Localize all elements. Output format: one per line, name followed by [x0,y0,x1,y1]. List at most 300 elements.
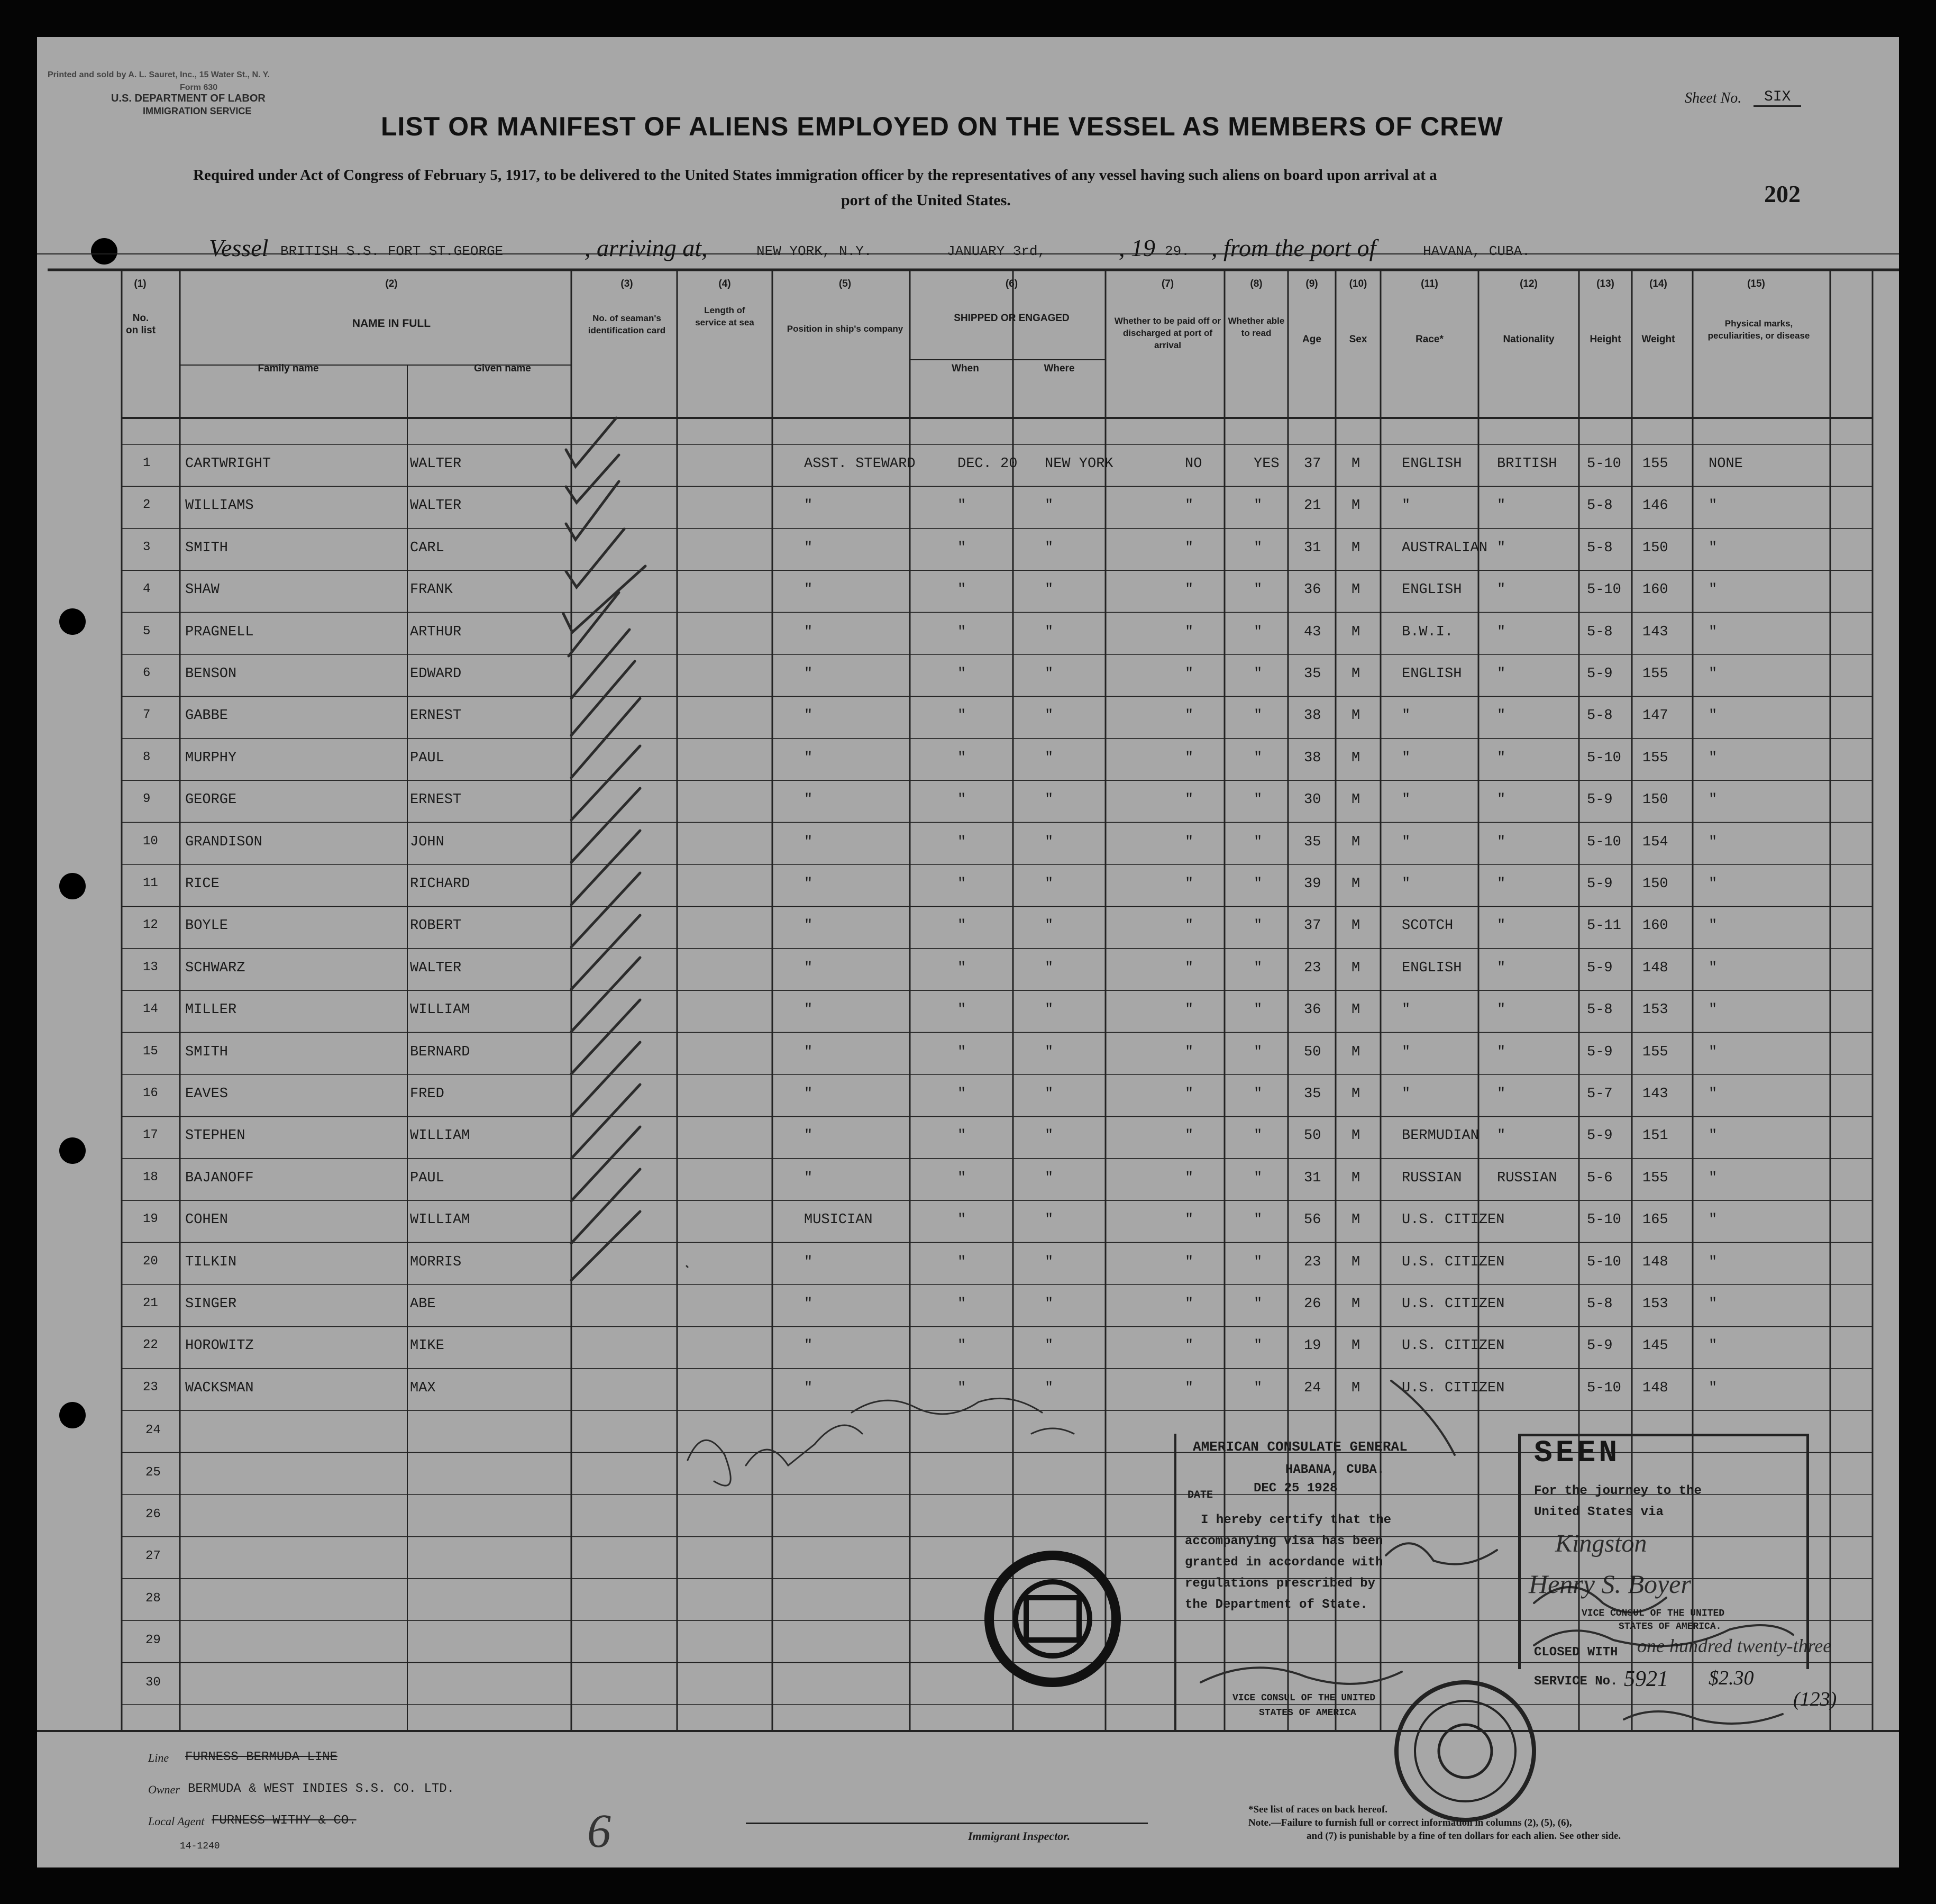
position: MUSICIAN [804,1212,873,1228]
height: 5-9 [1587,792,1613,808]
row-number: 16 [143,1086,158,1100]
shipped-when: " [957,582,966,598]
arriving-label: , arriving at, [585,234,708,261]
height: 5-9 [1587,1338,1613,1354]
given-name: WALTER [410,960,462,976]
closed-with-label: CLOSED WITH [1534,1645,1618,1660]
col6b-header: Where [1044,363,1075,374]
height: 5-9 [1587,960,1613,976]
note-2: Note.—Failure to furnish full or correct information in columns (2), (5), (6), [1248,1817,1572,1828]
able-to-read: " [1254,1338,1263,1354]
position: " [804,540,813,556]
paid-off: " [1185,1338,1194,1354]
able-to-read: " [1254,1002,1263,1018]
shipped-where: " [1045,834,1054,850]
subtitle-line2: port of the United States. [841,192,1011,209]
row-number: 9 [143,792,151,807]
height: 5-10 [1587,456,1621,472]
able-to-read: " [1254,1170,1263,1186]
paid-off: " [1185,1296,1194,1312]
family-name: SMITH [185,540,229,556]
sex: M [1351,498,1360,514]
physical-marks: " [1709,1086,1718,1102]
race: " [1402,750,1411,766]
height: 5-8 [1587,498,1613,514]
consulate-cert-5: the Department of State. [1185,1598,1368,1612]
height: 5-6 [1587,1170,1613,1186]
race: " [1402,498,1411,514]
physical-marks: " [1709,1380,1718,1396]
given-name: FRED [410,1086,444,1102]
given-name: MORRIS [410,1254,462,1270]
shipped-when: DEC. 20 [957,456,1018,472]
physical-marks: " [1709,1338,1718,1354]
race: ENGLISH [1402,960,1462,976]
shipped-where: " [1045,708,1054,724]
row-number: 26 [145,1507,161,1522]
weight: 153 [1642,1002,1668,1018]
physical-marks: " [1709,624,1718,640]
sex: M [1351,834,1360,850]
race: " [1402,792,1411,808]
department: U.S. DEPARTMENT OF LABOR [111,93,266,104]
physical-marks: " [1709,708,1718,724]
shipped-when: " [957,1254,966,1270]
paid-off: " [1185,1254,1194,1270]
consulate-title-1: VICE CONSUL OF THE UNITED [1232,1693,1376,1703]
shipped-where: " [1045,540,1054,556]
family-name: GRANDISON [185,834,262,850]
given-name: ERNEST [410,708,462,724]
physical-marks: " [1709,1254,1718,1270]
race: " [1402,708,1411,724]
weight: 150 [1642,792,1668,808]
position: " [804,960,813,976]
given-name: WALTER [410,456,462,472]
height: 5-8 [1587,540,1613,556]
col5-number: (5) [838,278,852,289]
nationality: BRITISH [1497,456,1557,472]
nationality: " [1497,666,1506,682]
sex: M [1351,960,1360,976]
race: U.S. CITIZEN [1402,1380,1505,1396]
owner-value: BERMUDA & WEST INDIES S.S. CO. LTD. [188,1782,455,1796]
shipped-when: " [957,1086,966,1102]
row-number: 30 [145,1675,161,1690]
consulate-stamp-border [1174,1434,1510,1732]
shipped-when: " [957,1044,966,1060]
race: AUSTRALIAN [1402,540,1488,556]
weight: 165 [1642,1212,1668,1228]
consular-seal [989,1555,1116,1682]
physical-marks: NONE [1709,456,1743,472]
nationality: " [1497,918,1506,934]
col6-header: SHIPPED OR ENGAGED [954,313,1070,324]
shipped-where: " [1045,498,1054,514]
consulate-date-label: DATE [1188,1489,1213,1501]
age: 31 [1304,540,1321,556]
shipped-where: " [1045,1044,1054,1060]
nationality: RUSSIAN [1497,1170,1557,1186]
position: " [804,624,813,640]
height: 5-8 [1587,624,1613,640]
sheet-label: Sheet No. [1685,90,1742,106]
weight: 160 [1642,582,1668,598]
age: 35 [1304,666,1321,682]
height: 5-9 [1587,666,1613,682]
shipped-where: " [1045,750,1054,766]
paid-off: " [1185,918,1194,934]
position: " [804,1086,813,1102]
weight: 148 [1642,1254,1668,1270]
height: 5-9 [1587,876,1613,892]
given-name: EDWARD [410,666,462,682]
race: ENGLISH [1402,582,1462,598]
shipped-when: " [957,624,966,640]
shipped-when: " [957,1380,966,1396]
row-number: 2 [143,498,151,513]
shipped-where: " [1045,792,1054,808]
row-number: 5 [143,624,151,639]
height: 5-8 [1587,708,1613,724]
family-name: COHEN [185,1212,229,1228]
weight: 160 [1642,918,1668,934]
weight: 153 [1642,1296,1668,1312]
race: " [1402,1002,1411,1018]
age: 26 [1304,1296,1321,1312]
position: " [804,1380,813,1396]
shipped-where: " [1045,624,1054,640]
row-number: 10 [143,834,158,849]
physical-marks: " [1709,1044,1718,1060]
row-number: 4 [143,582,151,597]
paid-off: " [1185,582,1194,598]
height: 5-10 [1587,750,1621,766]
given-name: FRANK [410,582,453,598]
nationality: " [1497,540,1506,556]
owner-label: Owner [148,1783,180,1796]
race: ENGLISH [1402,456,1462,472]
family-name: PRAGNELL [185,624,254,640]
form-number: Form 630 [180,83,218,92]
row-number: 13 [143,960,158,974]
position: " [804,1170,813,1186]
physical-marks: " [1709,666,1718,682]
shipped-when: " [957,1002,966,1018]
given-name: WILLIAM [410,1212,470,1228]
consulate-cert-1: I hereby certify that the [1201,1513,1392,1527]
able-to-read: YES [1254,456,1280,472]
given-name: WILLIAM [410,1002,470,1018]
shipped-when: " [957,918,966,934]
nationality: " [1497,498,1506,514]
sex: M [1351,666,1360,682]
able-to-read: " [1254,1254,1263,1270]
able-to-read: " [1254,1212,1263,1228]
position: " [804,666,813,682]
able-to-read: " [1254,666,1263,682]
paid-off: " [1185,1380,1194,1396]
family-name: BAJANOFF [185,1170,254,1186]
age: 23 [1304,960,1321,976]
nationality: " [1497,750,1506,766]
service-no-label: SERVICE No. [1534,1674,1618,1689]
height: 5-10 [1587,834,1621,850]
col1-number: (1) [134,278,147,289]
row-number: 14 [143,1002,158,1017]
able-to-read: " [1254,624,1263,640]
vessel-label: Vessel [209,234,269,261]
height: 5-8 [1587,1002,1613,1018]
row-number: 25 [145,1465,161,1480]
row-number: 18 [143,1170,158,1185]
race: U.S. CITIZEN [1402,1338,1505,1354]
weight: 155 [1642,1170,1668,1186]
col5-header: Position in ship's company [787,324,903,334]
age: 39 [1304,876,1321,892]
col9-number: (9) [1305,278,1318,289]
physical-marks: " [1709,792,1718,808]
col12-number: (12) [1520,278,1538,289]
paid-off: " [1185,1002,1194,1018]
year-value: 29. [1165,243,1190,259]
nationality: " [1497,1044,1506,1060]
sex: M [1351,582,1360,598]
position: " [804,1296,813,1312]
shipped-where: " [1045,1296,1054,1312]
row-number: 20 [143,1254,158,1269]
height: 5-9 [1587,1044,1613,1060]
family-name: SCHWARZ [185,960,245,976]
consulate-line1: AMERICAN CONSULATE GENERAL [1193,1439,1408,1455]
col2a-header: Family name [258,363,319,374]
family-name: GEORGE [185,792,237,808]
able-to-read: " [1254,708,1263,724]
weight: 143 [1642,1086,1668,1102]
col3-number: (3) [620,278,633,289]
family-name: SHAW [185,582,220,598]
paid-off: " [1185,792,1194,808]
position: " [804,876,813,892]
race: SCOTCH [1402,918,1454,934]
col11-number: (11) [1421,278,1438,289]
col13-number: (13) [1596,278,1614,289]
given-name: ERNEST [410,792,462,808]
from-port-value: HAVANA, CUBA. [1423,243,1530,259]
shipped-when: " [957,834,966,850]
position: ASST. STEWARD [804,456,916,472]
shipped-when: " [957,1296,966,1312]
sex: M [1351,1380,1360,1396]
physical-marks: " [1709,540,1718,556]
shipped-when: " [957,876,966,892]
fee-value: $2.30 [1709,1667,1754,1689]
sex: M [1351,1086,1360,1102]
col14-number: (14) [1649,278,1667,289]
weight: 146 [1642,498,1668,514]
position: " [804,1254,813,1270]
race: BERMUDIAN [1402,1128,1479,1144]
physical-marks: " [1709,582,1718,598]
sex: M [1351,1338,1360,1354]
given-name: ARTHUR [410,624,462,640]
sex: M [1351,708,1360,724]
row-number: 22 [143,1338,158,1353]
age: 43 [1304,624,1321,640]
weight: 148 [1642,960,1668,976]
family-name: WILLIAMS [185,498,254,514]
from-port-label: , from the port of [1211,234,1376,261]
nationality: " [1497,1128,1506,1144]
able-to-read: " [1254,1128,1263,1144]
sex: M [1351,1002,1360,1018]
able-to-read: " [1254,876,1263,892]
physical-marks: " [1709,918,1718,934]
shipped-where: " [1045,1086,1054,1102]
arrival-date: JANUARY 3rd, [947,243,1046,259]
age: 31 [1304,1170,1321,1186]
col1-header: No. on list [126,313,156,336]
family-name: TILKIN [185,1254,237,1270]
age: 23 [1304,1254,1321,1270]
manifest-sheet [37,37,1899,1867]
physical-marks: " [1709,876,1718,892]
printer-imprint: Printed and sold by A. L. Sauret, Inc., 15 Water St., N. Y. [48,70,270,79]
page-title: LIST OR MANIFEST OF ALIENS EMPLOYED ON THE VESSEL AS MEMBERS OF CREW [381,112,1503,141]
height: 5-9 [1587,1128,1613,1144]
paid-off: " [1185,624,1194,640]
able-to-read: " [1254,792,1263,808]
age: 38 [1304,750,1321,766]
race: " [1402,1044,1411,1060]
weight: 155 [1642,1044,1668,1060]
shipped-where: " [1045,1254,1054,1270]
row-number: 23 [143,1380,158,1395]
seen-line1: For the journey to the [1534,1484,1702,1498]
family-name: SMITH [185,1044,229,1060]
paid-off: " [1185,708,1194,724]
position: " [804,1002,813,1018]
race: ENGLISH [1402,666,1462,682]
age: 35 [1304,834,1321,850]
shipped-where: " [1045,960,1054,976]
age: 21 [1304,498,1321,514]
age: 36 [1304,1002,1321,1018]
sex: M [1351,1212,1360,1228]
inspector-rule [746,1823,1148,1824]
row-number: 8 [143,750,151,764]
nationality: " [1497,708,1506,724]
height: 5-10 [1587,582,1621,598]
col14-header: Weight [1641,334,1675,345]
shipped-where: " [1045,582,1054,598]
position: " [804,918,813,934]
able-to-read: " [1254,1044,1263,1060]
position: " [804,1128,813,1144]
paid-off: " [1185,1128,1194,1144]
vessel-value: BRITISH S.S. FORT ST.GEORGE [280,243,504,259]
weight: 155 [1642,666,1668,682]
note-1: *See list of races on back hereof. [1248,1804,1387,1815]
col10-number: (10) [1349,278,1367,289]
consulate-title-2: STATES OF AMERICA [1259,1708,1356,1718]
height: 5-11 [1587,918,1621,934]
col2-header: NAME IN FULL [352,317,431,330]
physical-marks: " [1709,1128,1718,1144]
shipped-when: " [957,1212,966,1228]
nationality: " [1497,1002,1506,1018]
paid-off: " [1185,960,1194,976]
weight: 150 [1642,540,1668,556]
race: " [1402,1086,1411,1102]
paid-off: " [1185,1170,1194,1186]
shipped-when: " [957,1170,966,1186]
row-number: 12 [143,918,158,933]
form-code: 14-1240 [180,1841,220,1852]
nationality: " [1497,1086,1506,1102]
nationality: " [1497,834,1506,850]
col4-header: Length of service at sea [695,305,754,327]
row-number: 21 [143,1296,158,1310]
agent-label: Local Agent [148,1815,205,1828]
row-number: 24 [145,1423,161,1438]
race: " [1402,876,1411,892]
arriving-value: NEW YORK, N.Y. [756,243,872,259]
family-name: CARTWRIGHT [185,456,271,472]
age: 36 [1304,582,1321,598]
family-name: STEPHEN [185,1128,245,1144]
shipped-when: " [957,1128,966,1144]
paid-off: " [1185,1212,1194,1228]
physical-marks: " [1709,498,1718,514]
nationality: " [1497,624,1506,640]
age: 38 [1304,708,1321,724]
height: 5-10 [1587,1254,1621,1270]
consulate-date: DEC 25 1928 [1254,1481,1338,1496]
subtitle-line1: Required under Act of Congress of February 5, 1917, to be delivered to the United States immigration officer by the representatives of any vessel having such aliens on board upon arrival at a [193,167,1437,184]
row-number: 1 [143,456,151,470]
family-name: BOYLE [185,918,229,934]
nationality: " [1497,582,1506,598]
sex: M [1351,918,1360,934]
given-name: MIKE [410,1338,444,1354]
page-number: 202 [1764,180,1801,207]
physical-marks: " [1709,1296,1718,1312]
sex: M [1351,792,1360,808]
able-to-read: " [1254,1296,1263,1312]
position: " [804,582,813,598]
sex: M [1351,1128,1360,1144]
given-name: ABE [410,1296,436,1312]
row-number: 15 [143,1044,158,1059]
note-3: and (7) is punishable by a fine of ten dollars for each alien. See other side. [1307,1830,1621,1842]
shipped-where: " [1045,1002,1054,1018]
line-label: Line [148,1751,169,1764]
height: 5-8 [1587,1296,1613,1312]
col9-header: Age [1302,334,1321,345]
race: B.W.I. [1402,624,1454,640]
physical-marks: " [1709,960,1718,976]
row-number: 6 [143,666,151,680]
age: 35 [1304,1086,1321,1102]
line-value: FURNESS BERMUDA LINE [185,1750,338,1764]
row-number: 29 [145,1633,161,1648]
height: 5-7 [1587,1086,1613,1102]
row-number: 7 [143,708,151,723]
given-name: JOHN [410,834,444,850]
paid-off: " [1185,1086,1194,1102]
able-to-read: " [1254,582,1263,598]
